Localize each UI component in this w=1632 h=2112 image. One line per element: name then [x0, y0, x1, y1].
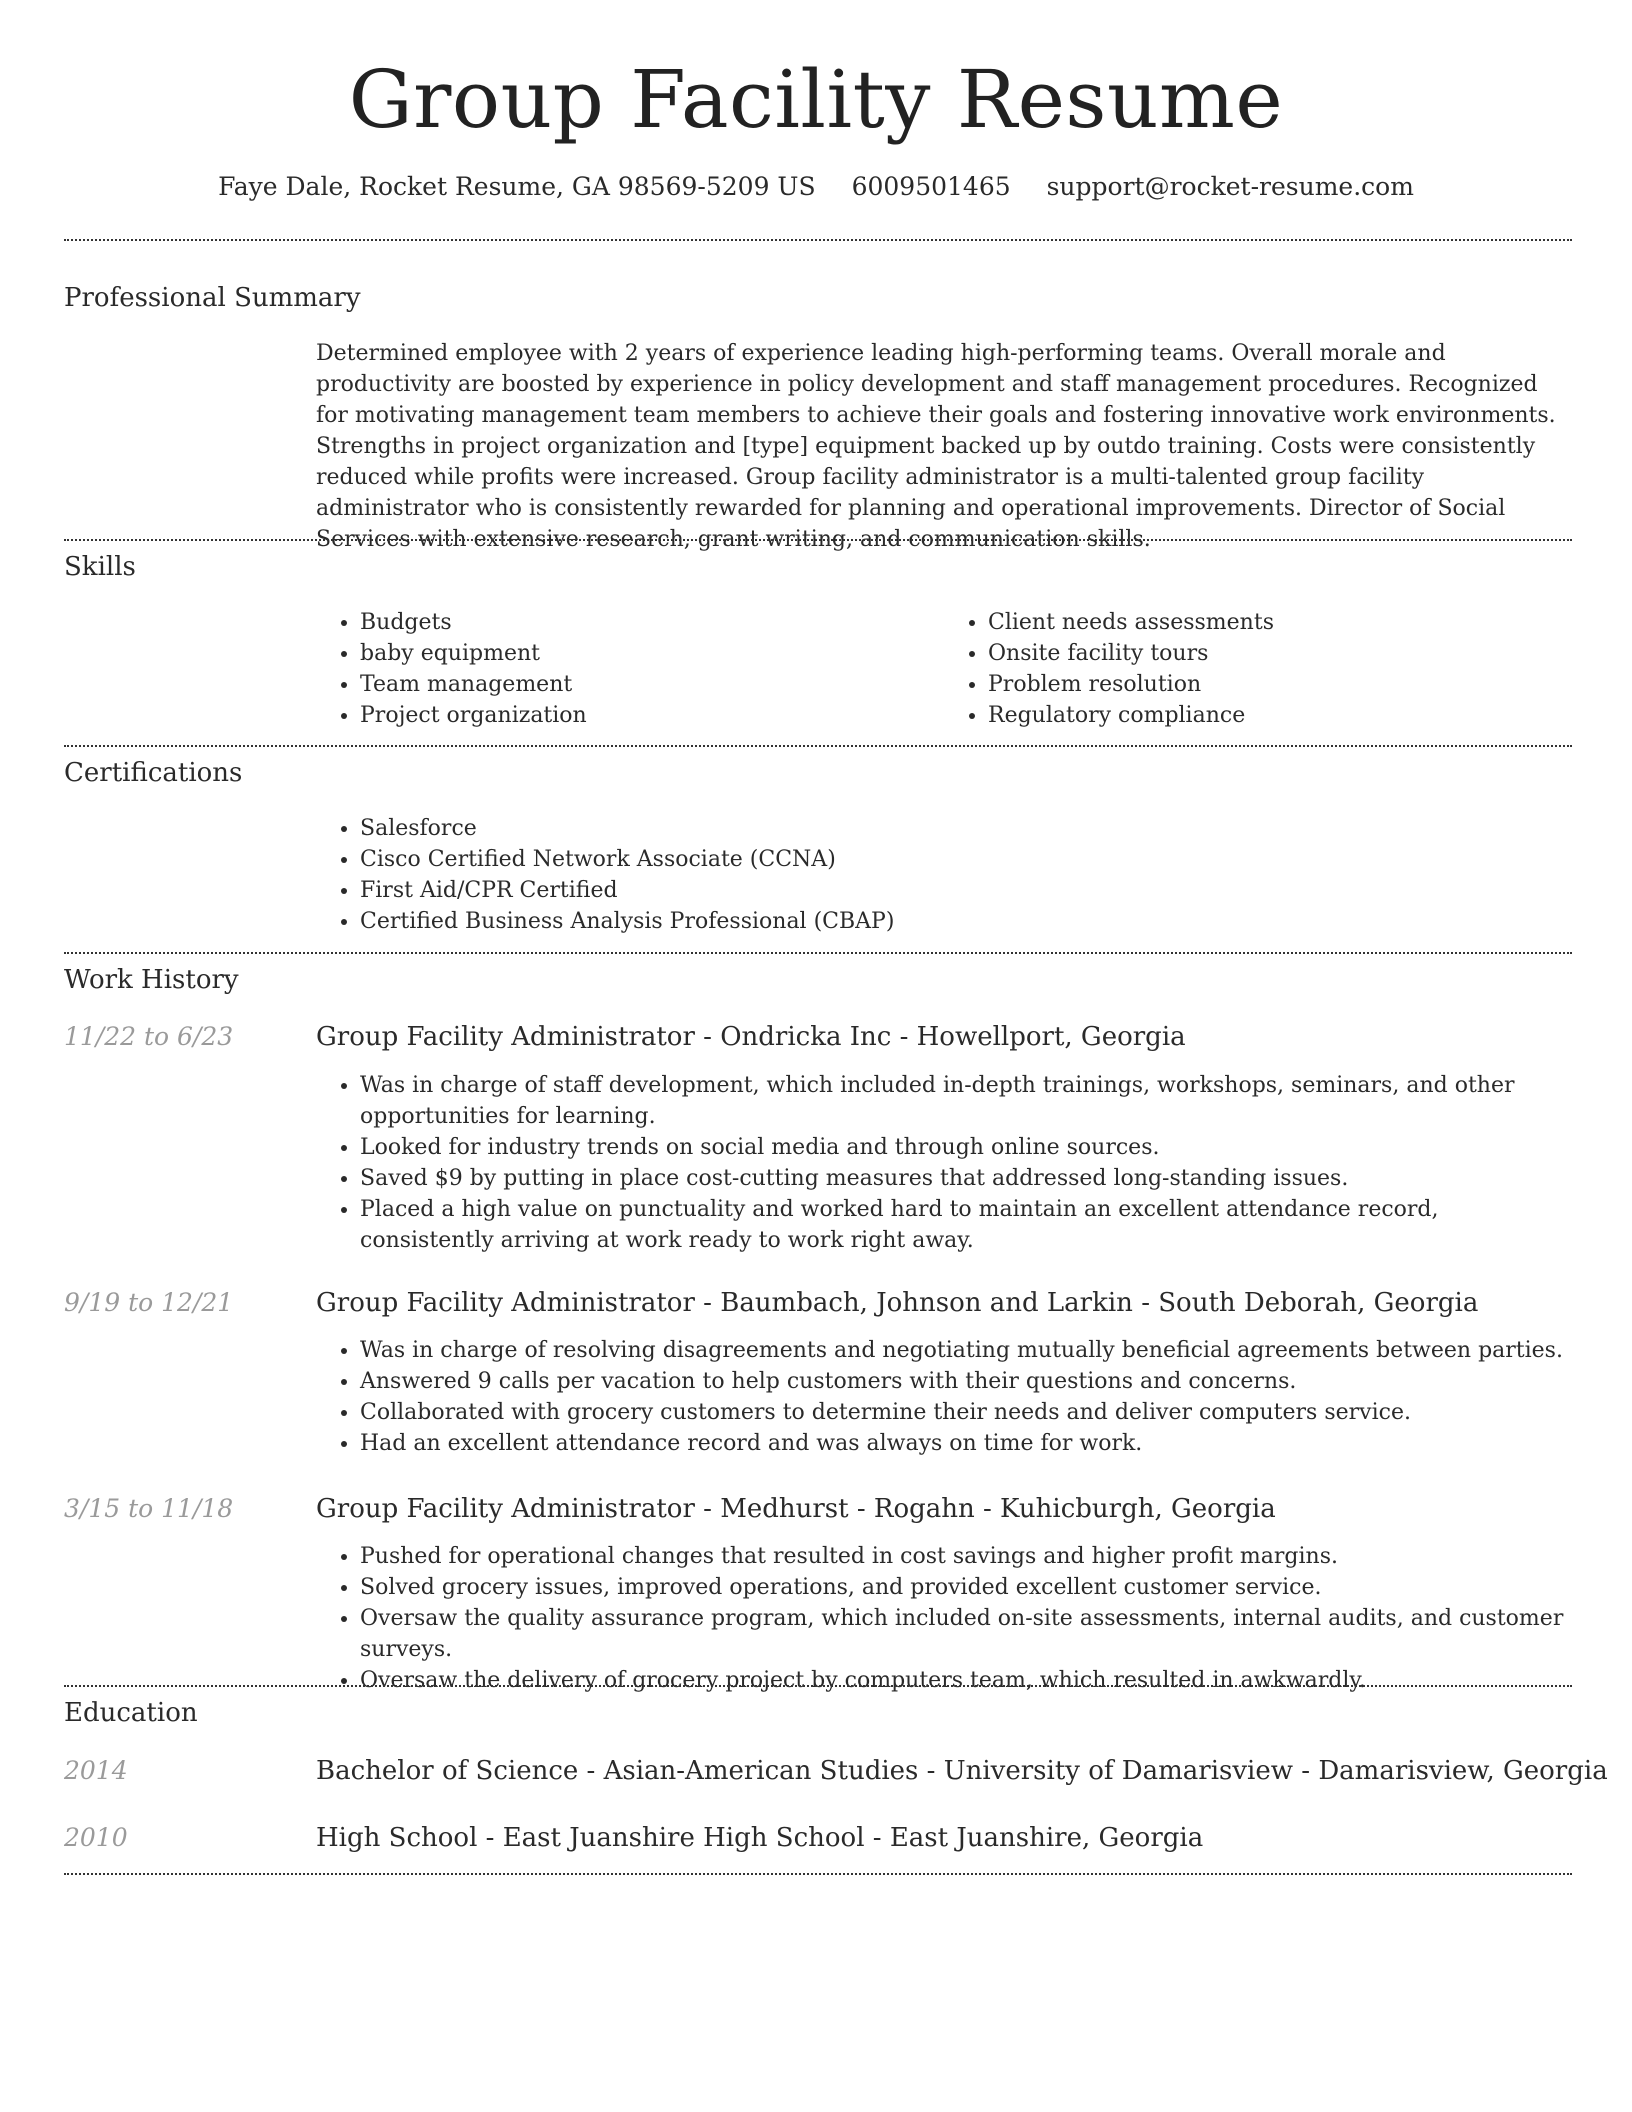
section-divider	[64, 1873, 1572, 1875]
skill-item: • Regulatory compliance	[988, 700, 1572, 731]
job-bullet: • Was in charge of staff development, which included in-depth trainings, workshops, seminars, and other opportunities for learning.	[360, 1070, 1572, 1132]
job-bullet: • Collaborated with grocery customers to determine their needs and deliver computers service.	[360, 1397, 1572, 1428]
job-bullet: • Oversaw the quality assurance program, which included on-site assessments, internal audits, and customer surveys.	[360, 1603, 1572, 1665]
skill-item: • Team management	[360, 669, 944, 700]
resume-title: Group Facility Resume	[348, 53, 1284, 146]
summary-text: Determined employee with 2 years of experience leading high-performing teams. Overall morale and productivity are boosted by experience in policy development and staff management procedures. Recognized for motivating management team members to achieve their goals and fostering innovative work environments. Strengths in project organization and [type] equipment backed up by outdo training. Costs were consistently reduced while profits were increased. Group facility administrator is a multi-talented group facility administrator who is consistently rewarded for planning and operational improvements. Director of Social Services with extensive research, grant writing, and communication skills.	[316, 341, 1556, 552]
contact-phone: 6009501465	[851, 172, 1011, 201]
job-dates: 9/19 to 12/21	[64, 1288, 234, 1317]
education-year: 2014	[64, 1756, 128, 1785]
skills-heading: Skills	[64, 552, 136, 582]
job-bullets	[316, 1541, 1572, 1696]
work-history-heading: Work History	[64, 965, 239, 995]
contact-email: support@rocket-resume.com	[1046, 172, 1414, 201]
job-bullet: • Pushed for operational changes that resulted in cost savings and higher profit margins.	[360, 1541, 1572, 1572]
job-bullet: • Placed a high value on punctuality and worked hard to maintain an excellent attendance record, consistently arriving at work ready to work right away.	[360, 1194, 1572, 1256]
summary-heading: Professional Summary	[64, 283, 361, 313]
section-divider	[64, 952, 1572, 954]
skill-item: • Client needs assessments	[988, 607, 1572, 638]
skill-item: • Budgets	[360, 607, 944, 638]
skills-list	[316, 607, 1572, 731]
skills-column-left	[316, 607, 944, 731]
skill-item: • baby equipment	[360, 638, 944, 669]
summary-body	[316, 338, 1572, 555]
certification-item: • First Aid/CPR Certified	[360, 875, 1572, 906]
job-bullet: • Oversaw the delivery of grocery project by computers team, which resulted in awkwardly.	[360, 1665, 1572, 1696]
job-title: Group Facility Administrator - Medhurst - Rogahn - Kuhicburgh, Georgia	[316, 1494, 1276, 1524]
job-bullet: • Answered 9 calls per vacation to help customers with their questions and concerns.	[360, 1366, 1572, 1397]
job-bullets	[316, 1070, 1572, 1256]
certification-item: • Cisco Certified Network Associate (CCNA)	[360, 844, 1572, 875]
job-bullet: • Solved grocery issues, improved operations, and provided excellent customer service.	[360, 1572, 1572, 1603]
education-year: 2010	[64, 1823, 128, 1852]
certifications-heading: Certifications	[64, 758, 243, 788]
section-divider	[64, 539, 1572, 541]
certification-item: • Salesforce	[360, 813, 1572, 844]
job-bullet: • Looked for industry trends on social media and through online sources.	[360, 1132, 1572, 1163]
job-bullets	[316, 1335, 1572, 1459]
job-bullet: • Was in charge of resolving disagreements and negotiating mutually beneficial agreements between parties.	[360, 1335, 1572, 1366]
skill-item: • Problem resolution	[988, 669, 1572, 700]
contact-address: Faye Dale, Rocket Resume, GA 98569-5209 US	[218, 172, 816, 201]
resume-header	[0, 0, 1632, 204]
section-divider	[64, 239, 1572, 241]
job-bullet: • Saved $9 by putting in place cost-cutting measures that addressed long-standing issues.	[360, 1163, 1572, 1194]
certifications-list	[316, 813, 1572, 937]
education-entry: High School - East Juanshire High School - East Juanshire, Georgia	[316, 1823, 1204, 1853]
job-title: Group Facility Administrator - Ondricka Inc - Howellport, Georgia	[316, 1022, 1186, 1052]
education-entry: Bachelor of Science - Asian-American Studies - University of Damarisview - Damarisview, Georgia	[316, 1756, 1608, 1786]
skill-item: • Project organization	[360, 700, 944, 731]
job-dates: 11/22 to 6/23	[64, 1022, 234, 1051]
contact-line	[0, 170, 1632, 204]
skill-item: • Onsite facility tours	[988, 638, 1572, 669]
job-bullet: • Had an excellent attendance record and was always on time for work.	[360, 1428, 1572, 1459]
section-divider	[64, 745, 1572, 747]
section-divider	[64, 1685, 1572, 1687]
job-dates: 3/15 to 11/18	[64, 1494, 234, 1523]
education-heading: Education	[64, 1698, 198, 1728]
job-title: Group Facility Administrator - Baumbach, Johnson and Larkin - South Deborah, Georgia	[316, 1288, 1479, 1318]
certification-item: • Certified Business Analysis Professional (CBAP)	[360, 906, 1572, 937]
skills-column-right	[944, 607, 1572, 731]
